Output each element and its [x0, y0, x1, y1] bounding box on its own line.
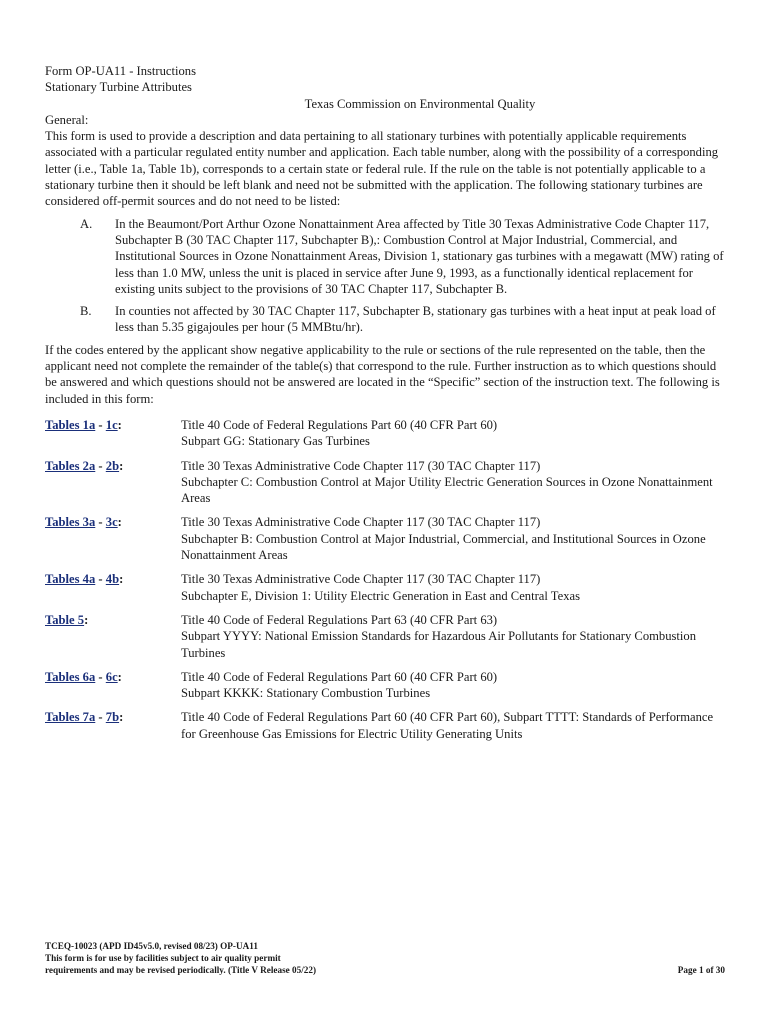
table-link-start[interactable]: Tables 3a [45, 515, 96, 530]
form-subtitle: Stationary Turbine Attributes [45, 80, 192, 95]
list-item-text: In counties not affected by 30 TAC Chapter 117, Subchapter B, stationary gas turbines with a heat input at peak load of less than 5.35 gigajoules per hour (5 MMBtu/hr). [115, 304, 716, 335]
table-link-colon: : [119, 572, 124, 587]
table-rule-line2: Subpart YYYY: National Emission Standards for Hazardous Air Pollutants for Stationary Combustion Turbines [181, 629, 697, 660]
table-link-end[interactable]: 7b [105, 710, 120, 725]
table-link-end[interactable]: 2b [105, 458, 120, 473]
table-link-start[interactable]: Table 5 [45, 612, 85, 627]
page-number: Page 1 of 30 [677, 965, 725, 975]
table-link-sep: - [95, 572, 106, 587]
list-marker: B. [80, 304, 92, 319]
table-link-sep: - [95, 417, 106, 432]
table-link-start[interactable]: Tables 6a [45, 669, 96, 684]
table-description [181, 417, 725, 450]
table-link-sep: - [95, 669, 106, 684]
table-row [45, 612, 725, 661]
table-rule-line2: Subchapter E, Division 1: Utility Electric Generation in East and Central Texas [181, 588, 580, 603]
table-link-group [45, 571, 181, 604]
table-link-end[interactable]: 3c [105, 515, 118, 530]
table-rule-line1: Title 30 Texas Administrative Code Chapter 117 (30 TAC Chapter 117) [181, 458, 541, 473]
table-link-start[interactable]: Tables 7a [45, 710, 96, 725]
table-rule-line2: Subchapter C: Combustion Control at Major Utility Electric Generation Sources in Ozone Nonattainment Areas [181, 474, 713, 506]
list-marker: A. [80, 216, 93, 231]
table-link-sep: - [95, 458, 106, 473]
table-description [181, 514, 725, 563]
table-link-start[interactable]: Tables 4a [45, 572, 96, 587]
off-permit-list [45, 216, 725, 336]
table-link-sep: - [95, 515, 106, 530]
table-row [45, 709, 725, 742]
table-rule-line1: Title 40 Code of Federal Regulations Part 60 (40 CFR Part 60), Subpart TTTT: Standards of Performance for Greenhouse Gas Emissions for Electric Utility Generating Units [181, 710, 714, 741]
table-description [181, 458, 725, 507]
table-description [181, 612, 725, 661]
table-link-group [45, 612, 181, 661]
table-link-colon: : [119, 458, 124, 473]
table-link-start[interactable]: Tables 1a [45, 417, 96, 432]
table-link-group [45, 458, 181, 507]
list-item [45, 216, 725, 297]
table-link-group [45, 669, 181, 702]
footer-form-id: TCEQ-10023 (APD ID45v5.0, revised 08/23) OP-UA11 [45, 941, 258, 951]
general-closing: If the codes entered by the applicant show negative applicability to the rule or sections of the rule represented on the table, then the applicant need not complete the remainder of the table(s) that correspond to the rule. Further instruction as to which questions should be answered and which questions should not be answered are located in the “Specific” section of the instruction text. The following is included in this form: [45, 342, 720, 406]
table-link-sep: - [95, 710, 106, 725]
table-link-group [45, 709, 181, 742]
footer-revision-note: requirements and may be revised periodically. (Title V Release 05/22) [45, 965, 317, 975]
form-title: Form OP-UA11 - Instructions [45, 64, 197, 78]
table-rule-line1: Title 40 Code of Federal Regulations Part 63 (40 CFR Part 63) [181, 612, 498, 627]
table-rule-line2: Subpart GG: Stationary Gas Turbines [181, 434, 370, 449]
table-link-end[interactable]: 1c [105, 417, 118, 432]
table-row [45, 669, 725, 702]
footer-usage-note: This form is for use by facilities subject to air quality permit [45, 953, 281, 963]
table-description [181, 669, 725, 702]
general-heading: General: [45, 112, 89, 127]
table-link-group [45, 417, 181, 450]
tables-list [45, 417, 725, 742]
list-item [45, 303, 725, 336]
table-link-start[interactable]: Tables 2a [45, 458, 96, 473]
table-rule-line2: Subchapter B: Combustion Control at Major Industrial, Commercial, and Institutional Sources in Ozone Nonattainment Areas [181, 531, 706, 563]
table-row [45, 571, 725, 604]
document-page [45, 63, 725, 750]
table-rule-line1: Title 40 Code of Federal Regulations Part 60 (40 CFR Part 60) [181, 417, 498, 432]
table-link-colon: : [117, 417, 122, 432]
general-intro: This form is used to provide a description and data pertaining to all stationary turbines with potentially applicable requirements associated with a particular regulated entity number and application. Each table number, along with the possibility of a corresponding letter (i.e., Table 1a, Table 1b), corresponds to a certain state or federal rule. If the rule on the table is not potentially applicable to a stationary turbine then it should be left blank and need not be submitted with the application. The following stationary turbines are considered off-permit sources and do not need to be listed: [45, 129, 719, 209]
table-link-colon: : [117, 669, 122, 684]
table-link-colon: : [119, 710, 124, 725]
table-link-colon: : [84, 612, 89, 627]
table-link-colon: : [117, 515, 122, 530]
table-row [45, 417, 725, 450]
table-link-group [45, 514, 181, 563]
table-description [181, 709, 725, 742]
list-item-text: In the Beaumont/Port Arthur Ozone Nonattainment Area affected by Title 30 Texas Administrative Code Chapter 117, Subchapter B (30 TAC Chapter 117, Subchapter B),: Combustion Control at Major Industrial, Commercial, and Institutional Sources in Ozone Nonattainment Areas, Division 1, stationary gas turbines with a megawatt (MW) rating of less than 1.0 MW, unless the unit is placed in service after June 9, 1993, as a functionally identical replacement for existing units subject to the provisions of 30 TAC Chapter 117, Subchapter B. [115, 216, 724, 296]
table-rule-line1: Title 30 Texas Administrative Code Chapter 117 (30 TAC Chapter 117) [181, 515, 541, 530]
table-rule-line2: Subpart KKKK: Stationary Combustion Turbines [181, 686, 431, 701]
table-link-end[interactable]: 4b [105, 572, 120, 587]
table-row [45, 458, 725, 507]
agency-name: Texas Commission on Environmental Quality [304, 96, 536, 111]
table-rule-line1: Title 40 Code of Federal Regulations Part 60 (40 CFR Part 60) [181, 669, 498, 684]
table-link-end[interactable]: 6c [105, 669, 118, 684]
table-row [45, 514, 725, 563]
page-footer [45, 940, 725, 976]
table-description [181, 571, 725, 604]
table-rule-line1: Title 30 Texas Administrative Code Chapter 117 (30 TAC Chapter 117) [181, 572, 541, 587]
